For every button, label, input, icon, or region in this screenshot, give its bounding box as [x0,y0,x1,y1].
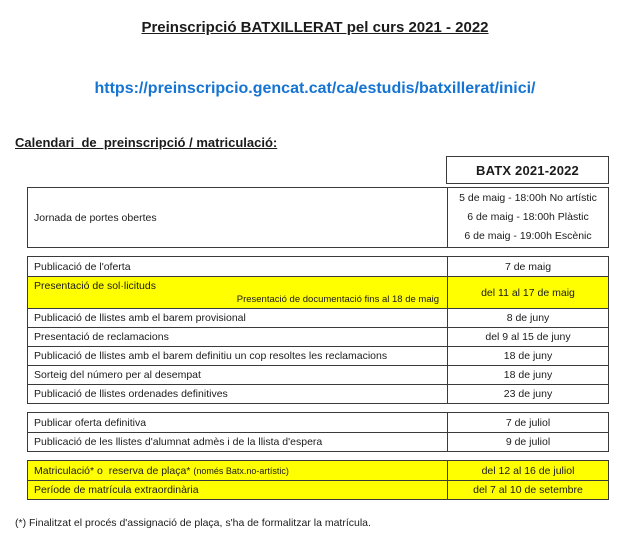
row-sub-note: Presentació de documentació fins al 18 de maig [236,294,439,305]
table-row [28,327,608,346]
row-label: Publicació de l'oferta [34,260,131,273]
row-label: Publicació de les llistes d'alumnat admès i de la llista d'espera [34,436,323,448]
row-label [28,277,447,308]
row-date: 9 de juliol [447,433,608,451]
row-date: del 9 al 15 de juny [447,328,608,346]
row-date: 23 de juny [447,385,608,403]
row-date: del 12 al 16 de juliol [447,461,608,480]
row-date: del 7 al 10 de setembre [447,481,608,499]
page-title: Preinscripció BATXILLERAT pel curs 2021 - 2022 [141,19,489,36]
table-row-highlighted [28,480,608,499]
open-day-block [27,187,609,248]
row-inline-note: (només Batx.no-artístic) [193,465,289,476]
row-date: del 11 al 17 de maig [447,277,608,308]
row-label-text: Presentació de sol·licituds [34,280,156,292]
row-label: Publicació de llistes ordenades definitives [34,388,228,400]
row-label: Jornada de portes obertes [34,211,157,224]
calendar-table [27,156,609,500]
row-label: Publicar oferta definitiva [34,416,147,429]
table-row [28,188,608,247]
open-day-time: 6 de maig - 19:00h Escènic [464,230,592,242]
table-row [28,384,608,403]
row-label: Sorteig del número per al desempat [34,369,201,381]
table-row [28,308,608,327]
row-date: 18 de juny [447,347,608,365]
row-label: Publicació de llistes amb el barem definitiu un cop resoltes les reclamacions [34,350,388,362]
table-row [28,346,608,365]
table-row [28,413,608,432]
row-dates [447,188,608,247]
row-label [28,461,447,480]
row-label: Publicació de llistes amb el barem provisional [34,312,246,324]
table-row-highlighted [28,276,608,308]
row-label: Període de matrícula extraordinària [34,484,199,496]
column-header-batx: BATX 2021-2022 [446,156,609,184]
row-label-text: Matriculació* o reserva de plaça* [34,464,191,477]
open-day-time: 5 de maig - 18:00h No artístic [459,192,597,204]
row-date: 7 de maig [447,257,608,276]
open-day-time: 6 de maig - 18:00h Plàstic [467,211,589,223]
table-row [28,365,608,384]
preinscripcio-link[interactable]: https://preinscripcio.gencat.cat/ca/estudis/batxillerat/inici/ [94,80,536,97]
table-row [28,432,608,451]
table-row [28,257,608,276]
enrollment-block [27,460,609,500]
preinscription-block [27,256,609,404]
footnote: (*) Finalitzat el procés d'assignació de plaça, s'ha de formalitzar la matrícula. [15,517,371,529]
row-date: 7 de juliol [447,413,608,432]
section-heading: Calendari de preinscripció / matriculació: [15,135,278,150]
row-date: 18 de juny [447,366,608,384]
row-date: 8 de juny [447,309,608,327]
row-label: Presentació de reclamacions [34,331,169,343]
table-row-highlighted [28,461,608,480]
definitive-lists-block [27,412,609,452]
